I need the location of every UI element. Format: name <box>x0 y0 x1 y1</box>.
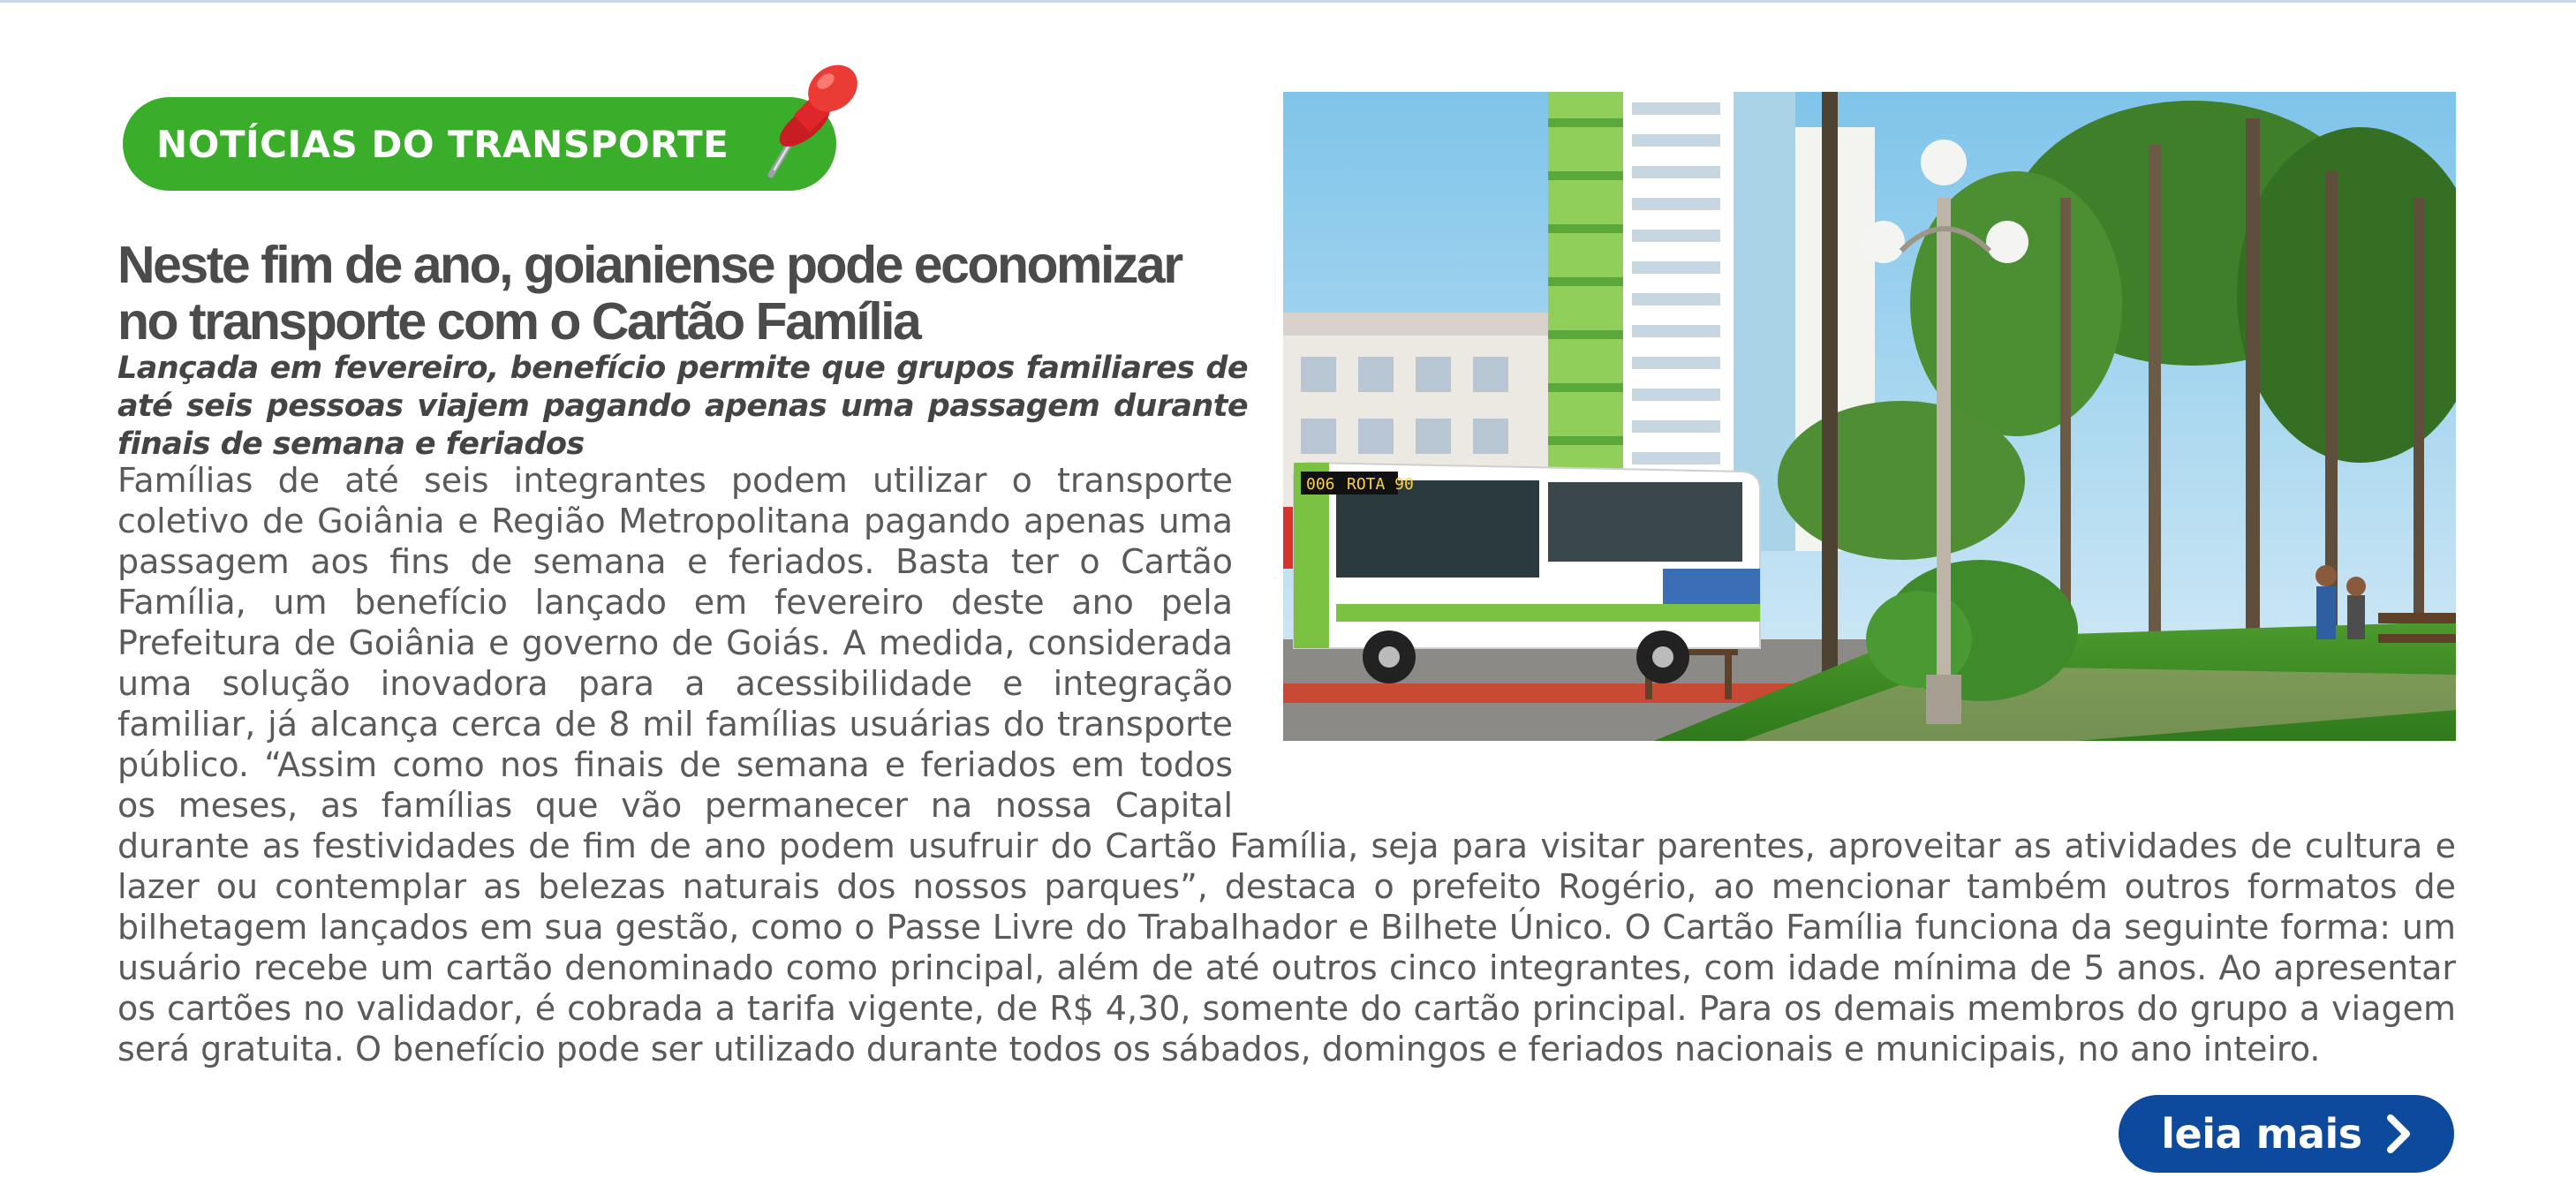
article-subheadline: Lançada em fevereiro, benefício permite que grupos familiares de até seis pessoas viajem pagando apenas uma passagem durante finais de semana e feriados <box>117 351 1248 462</box>
pushpin-icon <box>755 57 870 180</box>
bus-street-scene <box>1283 92 2456 741</box>
read-more-label: leia mais <box>2161 1110 2362 1158</box>
section-badge <box>123 97 836 191</box>
chevron-right-icon <box>2385 1114 2412 1154</box>
article-headline: Neste fim de ano, goianiense pode economizar no transporte com o Cartão Família <box>117 236 1182 351</box>
read-more-button[interactable] <box>2119 1095 2454 1173</box>
section-badge-label: NOTÍCIAS DO TRANSPORTE <box>156 122 729 166</box>
bus-route-number: 006 <box>1306 475 1335 494</box>
article-photo <box>1283 92 2456 741</box>
top-border <box>0 0 2576 3</box>
article-body-text: Famílias de até seis integrantes podem utilizar o transporte coletivo de Goiânia e Região Metropolitana pagando apenas uma passagem aos fins de semana e feriados. Basta ter o Cartão Família, um benefício lançado em fevereiro deste ano pela Prefeitura de Goiânia e governo de Goiás. A medida, considerada uma solução inovadora para a acessibilidade e integração familiar, já alcança cerca de 8 mil famílias usuárias do transporte público. “Assim como nos finais de semana e feriados em todos os meses, as famílias que vão permanecer na nossa Capital durante as festividades de fim de ano podem usufruir do Cartão Família, seja para visitar parentes, aproveitar as atividades de cultura e lazer ou contemplar as belezas naturais dos nossos parques”, destaca o prefeito Rogério, ao mencionar também outros formatos de bilhetagem lançados em sua gestão, como o Passe Livre do Trabalhador e Bilhete Único. O Cartão Família funciona da seguinte forma: um usuário recebe um cartão denominado como principal, além de até outros cinco integrantes, com idade mínima de 5 anos. Ao apresentar os cartões no validador, é cobrada a tarifa vigente, de R$ 4,30, somente do cartão principal. Para os demais membros do grupo a viagem será gratuita. O benefício pode ser utilizado durante todos os sábados, domingos e feriados nacionais e municipais, no ano inteiro. <box>117 461 2456 1068</box>
bus-destination-sign: ROTA 90 <box>1347 475 1414 494</box>
